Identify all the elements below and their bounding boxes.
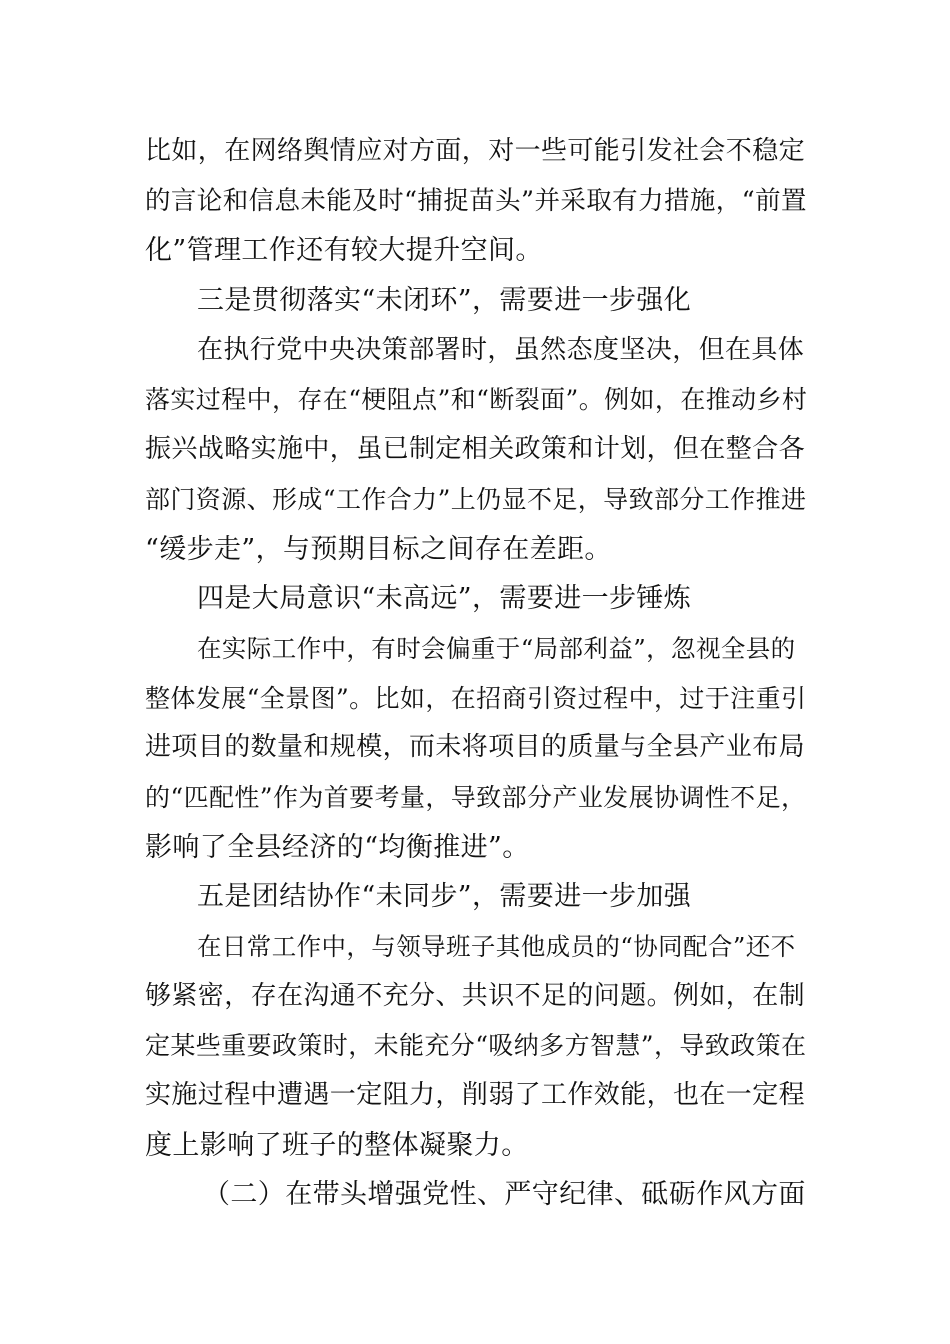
text-line: 整体发展“全景图”。比如，在招商引资过程中，过于注重引: [145, 683, 807, 713]
text-line: 进项目的数量和规模，而未将项目的质量与全县产业布局: [145, 732, 806, 763]
text-line: 比如，在网络舆情应对方面，对一些可能引发社会不稳定: [145, 136, 806, 166]
text-line: “缓步走”，与预期目标之间存在差距。: [145, 533, 612, 565]
text-line: 落实过程中，存在“梗阻点”和“断裂面”。例如，在推动乡村: [145, 385, 808, 415]
text-line: 部门资源、形成“工作合力”上仍显不足，导致部分工作推进: [145, 484, 807, 514]
section-heading: 五是团结协作“未同步”，需要进一步加强: [197, 881, 692, 913]
text-line: 影响了全县经济的“均衡推进”。: [145, 831, 530, 863]
text-line: 定某些重要政策时，未能充分“吸纳多方智慧”，导致政策在: [145, 1031, 807, 1061]
text-line: 够紧密，存在沟通不充分、共识不足的问题。例如，在制: [145, 980, 806, 1011]
section-heading: 四是大局意识“未高远”，需要进一步锤炼: [197, 583, 692, 615]
subsection-heading: （二）在带头增强党性、严守纪律、砥砺作风方面: [203, 1179, 806, 1211]
paragraph-start: 在日常工作中，与领导班子其他成员的“协同配合”还不: [197, 932, 796, 961]
text-line: 的“匹配性”作为首要考量，导致部分产业发展协调性不足，: [145, 782, 807, 812]
paragraph-start: 在实际工作中，有时会偏重于“局部利益”，忽视全县的: [197, 633, 796, 663]
text-line: 度上影响了班子的整体凝聚力。: [145, 1129, 529, 1161]
paragraph-start: 在执行党中央决策部署时，虽然态度坚决，但在具体: [197, 334, 805, 365]
section-heading: 三是贯彻落实“未闭环”，需要进一步强化: [197, 285, 692, 317]
text-line: 实施过程中遭遇一定阻力，削弱了工作效能，也在一定程: [145, 1080, 806, 1111]
text-line: 振兴战略实施中，虽已制定相关政策和计划，但在整合各: [145, 434, 806, 465]
document-body: [145, 127, 807, 1220]
text-line: 化”管理工作还有较大提升空间。: [145, 235, 543, 267]
text-line: 的言论和信息未能及时“捕捉苗头”并采取有力措施，“前置: [145, 185, 807, 216]
